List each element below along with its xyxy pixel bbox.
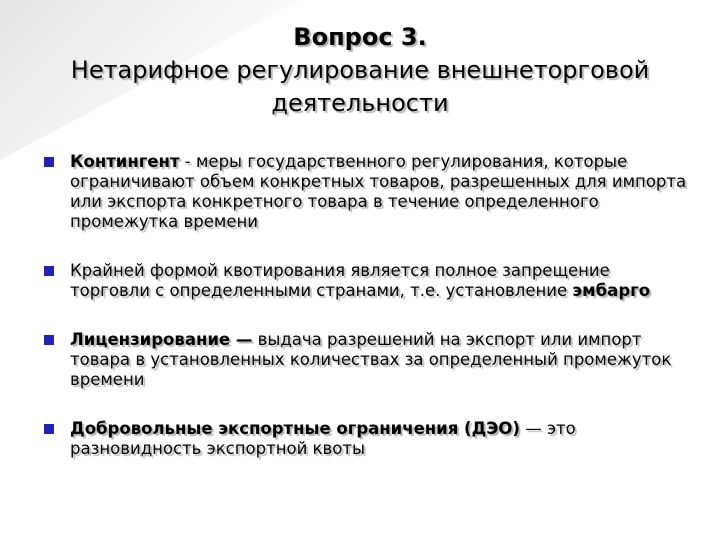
bullet-voluntary-export-restraints [44,419,694,459]
square-bullet-icon [44,266,54,276]
bullet-text-after: выдача разрешений на экспорт или импорт товара в установленных количествах за определенный промежуток времени [70,330,672,389]
bullet-term: Контингент [70,152,180,171]
square-bullet-icon [44,157,54,167]
bullet-text-after: - меры государственного регулирования, которые ограничивают объем конкретных товаров, разрешенных для импорта или экспорта конкретного товара в течение определенного промежутка времени [70,152,687,231]
bullet-contingent [44,152,694,232]
title-topic: Нетарифное регулирование внешнеторговой деятельности [70,56,650,117]
title-question-number: Вопрос 3. [293,23,427,51]
bullet-embargo [44,261,694,301]
square-bullet-icon [44,335,54,345]
bullet-list [44,152,694,459]
slide-title [40,20,680,120]
bullet-term: Добровольные экспортные ограничения (ДЭО) [70,419,520,438]
square-bullet-icon [44,424,54,434]
bullet-text-after: — это разновидность экспортной квоты [70,419,576,458]
bullet-licensing [44,330,694,390]
bullet-term: эмбарго [572,281,651,300]
bullet-text-before: Крайней формой квотирования является полное запрещение торговли с определенными странами, т.е. установление [70,261,610,300]
bullet-term: Лицензирование — [70,330,253,349]
